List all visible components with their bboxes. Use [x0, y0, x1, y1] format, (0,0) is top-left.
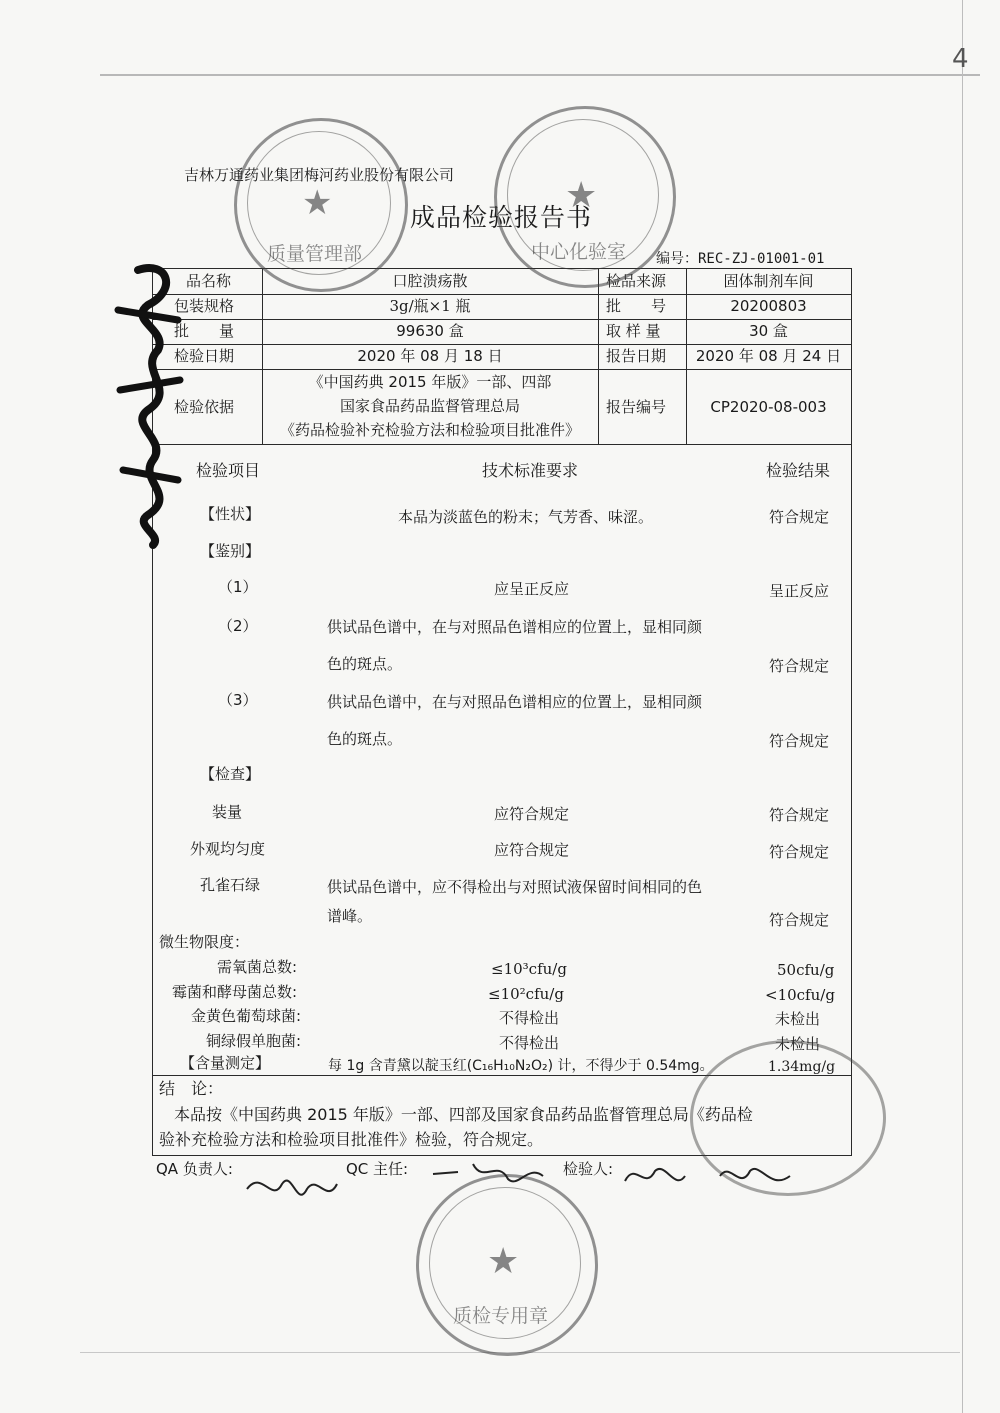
- qa-label: QA 负责人:: [156, 1160, 233, 1178]
- table-border: [598, 268, 599, 444]
- staph-standard: 不得检出: [499, 1009, 560, 1027]
- malachite-standard: 谱峰。: [327, 907, 373, 925]
- inspect-date-value: 2020 年 08 月 18 日: [357, 347, 503, 365]
- qc-label: QC 主任:: [346, 1160, 409, 1178]
- star-icon: ★: [565, 175, 598, 216]
- uniformity-result: 符合规定: [769, 843, 830, 861]
- col-header-item: 检验项目: [196, 461, 261, 480]
- spec-label: 包装规格: [174, 297, 235, 315]
- qc-special-stamp: [416, 1174, 598, 1356]
- fill-standard: 应符合规定: [494, 805, 570, 823]
- ident3-number: （3）: [218, 691, 258, 709]
- staph-label: 金黄色葡萄球菌:: [191, 1007, 302, 1025]
- assay-standard: 每 1g 含青黛以靛玉红(C₁₆H₁₀N₂O₂) 计，不得少于 0.54mg。: [328, 1058, 714, 1074]
- source-label: 检品来源: [606, 272, 667, 290]
- identification-label: 【鉴别】: [200, 542, 261, 560]
- aerobic-label: 需氧菌总数:: [217, 958, 298, 976]
- col-header-standard: 技术标准要求: [482, 461, 579, 480]
- batch-no-label: 批 号: [606, 297, 667, 315]
- qa-signature: [242, 1164, 342, 1214]
- ident2-number: （2）: [218, 617, 258, 635]
- table-border: [152, 319, 852, 320]
- fill-result: 符合规定: [769, 806, 830, 824]
- pseudomonas-standard: 不得检出: [499, 1034, 560, 1052]
- conclusion-label: 结 论：: [159, 1079, 224, 1098]
- sample-value: 30 盒: [749, 322, 788, 340]
- appearance-label: 【性状】: [200, 505, 261, 523]
- batch-no-value: 20200803: [730, 297, 807, 315]
- basis-line: 《中国药典 2015 年版》一部、四部: [308, 373, 552, 391]
- star-icon: ★: [302, 183, 333, 223]
- pseudomonas-result: 未检出: [775, 1035, 821, 1053]
- ident3-standard: 色的斑点。: [327, 730, 403, 748]
- assay-result: 1.34mg/g: [768, 1059, 836, 1075]
- table-border: [152, 294, 852, 295]
- stamp-caption: 质量管理部: [267, 243, 363, 265]
- report-date-label: 报告日期: [606, 347, 667, 365]
- handwritten-side-note: [108, 250, 198, 550]
- malachite-standard: 供试品色谱中，应不得检出与对照试液保留时间相同的色: [327, 878, 703, 896]
- aerobic-result: 50cfu/g: [777, 961, 835, 979]
- source-value: 固体制剂车间: [723, 272, 814, 290]
- product-name-label: 品名称: [186, 272, 232, 290]
- product-name-value: 口腔溃疡散: [392, 272, 468, 290]
- mold-label: 霉菌和酵母菌总数:: [172, 983, 298, 1001]
- uniformity-standard: 应符合规定: [494, 841, 570, 859]
- staph-result: 未检出: [775, 1010, 821, 1028]
- quantity-label: 批 量: [174, 322, 235, 340]
- inspector-label: 检验人:: [563, 1160, 614, 1178]
- report-no-value: CP2020-08-003: [710, 398, 827, 416]
- check-label: 【检查】: [200, 765, 261, 783]
- fill-label: 装量: [212, 803, 243, 821]
- malachite-label: 孔雀石绿: [200, 876, 261, 894]
- spec-value: 3g/瓶×1 瓶: [389, 297, 471, 315]
- ident3-result: 符合规定: [769, 732, 830, 750]
- report-title: 成品检验报告书: [410, 203, 593, 232]
- pseudomonas-label: 铜绿假单胞菌:: [206, 1032, 302, 1050]
- inspector-signature: [620, 1156, 800, 1196]
- basis-line: 国家食品药品监督管理总局: [339, 397, 520, 415]
- malachite-result: 符合规定: [769, 911, 830, 929]
- uniformity-label: 外观均匀度: [190, 840, 266, 858]
- table-border: [152, 268, 852, 269]
- ident1-result: 呈正反应: [769, 582, 830, 600]
- col-header-result: 检验结果: [766, 461, 831, 480]
- mold-result: <10cfu/g: [765, 986, 835, 1004]
- appearance-result: 符合规定: [769, 508, 830, 526]
- quality-dept-stamp: [234, 118, 408, 292]
- table-border: [152, 344, 852, 345]
- ident3-standard: 供试品色谱中，在与对照品色谱相应的位置上，显相同颜: [327, 693, 703, 711]
- quantity-value: 99630 盒: [396, 322, 464, 340]
- table-border: [152, 369, 852, 370]
- page-edge-right: [962, 0, 963, 1413]
- microbial-label: 微生物限度：: [159, 933, 250, 951]
- company-name: 吉林万通药业集团梅河药业股份有限公司: [184, 166, 455, 184]
- aerobic-standard: ≤10³cfu/g: [491, 960, 567, 978]
- report-no-label: 报告编号: [606, 398, 667, 416]
- qc-signature: [428, 1154, 548, 1194]
- mold-standard: ≤10²cfu/g: [488, 985, 564, 1003]
- ident2-result: 符合规定: [769, 657, 830, 675]
- appearance-standard: 本品为淡蓝色的粉末；气芳香、味涩。: [398, 508, 654, 526]
- conclusion-text: 验补充检验方法和检验项目批准件》检验，符合规定。: [159, 1130, 544, 1149]
- page-edge-top: [100, 74, 980, 76]
- assay-label: 【含量测定】: [180, 1054, 271, 1072]
- stamp-caption: 中心化验室: [531, 241, 627, 263]
- lab-stamp: [494, 106, 676, 288]
- table-border: [851, 268, 852, 1155]
- ident2-standard: 色的斑点。: [327, 655, 403, 673]
- ident1-number: （1）: [218, 578, 258, 596]
- ident2-standard: 供试品色谱中，在与对照品色谱相应的位置上，显相同颜: [327, 618, 703, 636]
- report-date-value: 2020 年 08 月 24 日: [695, 347, 842, 365]
- ident1-standard: 应呈正反应: [494, 580, 570, 598]
- star-icon: ★: [487, 1241, 520, 1282]
- page-mark: 4: [952, 44, 969, 74]
- basis-line: 《药品检验补充检验方法和检验项目批准件》: [279, 421, 580, 439]
- conclusion-text: 本品按《中国药典 2015 年版》一部、四部及国家食品药品监督管理总局《药品检: [174, 1105, 753, 1124]
- sample-label: 取 样 量: [606, 322, 661, 340]
- basis-label: 检验依据: [174, 398, 235, 416]
- stamp-caption: 质检专用章: [453, 1305, 549, 1327]
- inspect-date-label: 检验日期: [174, 347, 235, 365]
- table-border: [152, 444, 852, 445]
- doc-number: 编号：REC-ZJ-01001-01: [656, 251, 825, 267]
